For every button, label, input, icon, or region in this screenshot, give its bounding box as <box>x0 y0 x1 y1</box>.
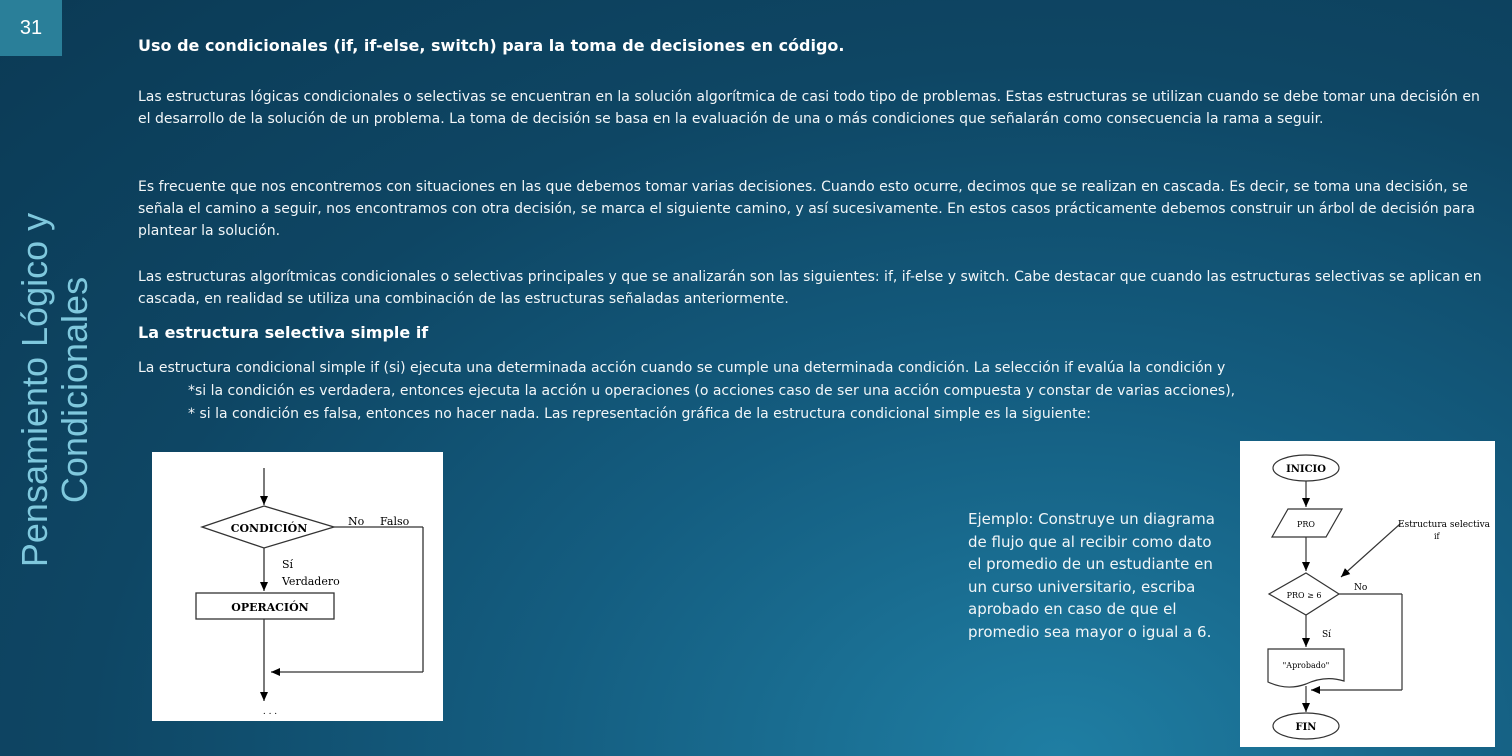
si-label: Sí <box>282 558 294 571</box>
no-label: No <box>1354 583 1368 593</box>
paragraph-simple-if: La estructura condicional simple if (si) ejecuta una determinada acción cuando se cumple una determinada condición. La selección if evalúa la condición y <box>138 360 1226 376</box>
paragraph-structures: Las estructuras algorítmicas condicionales o selectivas principales y que se analizarán son las siguientes: if, if-else y switch. Cabe destacar que cuando las estructuras selectivas se aplican en cascada, en realidad se utiliza una combinación de las estructuras señaladas anteriormente. <box>138 269 1482 307</box>
output-label: "Aprobado" <box>1282 661 1330 670</box>
vertical-title-line2: Condicionales <box>54 276 95 504</box>
section-heading: La estructura selectiva simple if <box>138 323 429 342</box>
bullet-true: *si la condición es verdadera, entonces ejecuta la acción u operaciones (o acciones caso de ser una acción compuesta y constar de varias acciones), <box>188 383 1236 399</box>
page-number: 31 <box>0 0 62 56</box>
condition-label: PRO ≥ 6 <box>1286 591 1322 600</box>
flowchart-example <box>1240 441 1495 747</box>
example-text: Ejemplo: Construye un diagrama de flujo que al recibir como dato el promedio de un estudiante en un curso universitario, escriba aprobado en caso de que el promedio sea mayor o igual a 6. <box>968 510 1215 641</box>
vertical-title-line1: Pensamiento Lógico y <box>14 212 55 568</box>
condition-label: CONDICIÓN <box>230 522 308 535</box>
start-label: INICIO <box>1286 464 1326 475</box>
annotation-line1: Estructura selectiva <box>1398 520 1491 530</box>
operation-label: OPERACIÓN <box>231 601 309 614</box>
ellipsis-label: . . . <box>262 707 278 717</box>
no-label: No <box>348 515 365 528</box>
bullet-false: * si la condición es falsa, entonces no hacer nada. Las representación gráfica de la estructura condicional simple es la siguiente: <box>188 406 1091 422</box>
paragraph-intro: Las estructuras lógicas condicionales o selectivas se encuentran en la solución algorítmica de casi todo tipo de problemas. Estas estructuras se utilizan cuando se debe tomar una decisión en el desarrollo de la solución de un problema. La toma de decisión se basa en la evaluación de una o más condiciones que señalarán como consecuencia la rama a seguir. <box>138 89 1480 127</box>
end-label: FIN <box>1295 722 1317 733</box>
paragraph-cascade: Es frecuente que nos encontremos con situaciones en las que debemos tomar varias decisiones. Cuando esto ocurre, decimos que se realizan en cascada. Es decir, se toma una decisión, se señala el camino a seguir, nos encontramos con otra decisión, se marca el siguiente camino, y así sucesivamente. En estos casos prácticamente debemos construir un árbol de decisión para plantear la solución. <box>138 179 1475 239</box>
si-label: Sí <box>1322 630 1332 640</box>
annotation-line2: if <box>1434 532 1440 541</box>
verdadero-label: Verdadero <box>282 575 340 588</box>
vertical-title <box>0 180 110 600</box>
flowchart-simple-if <box>152 452 443 721</box>
page-heading: Uso de condicionales (if, if-else, switch) para la toma de decisiones en código. <box>138 36 845 55</box>
falso-label: Falso <box>380 515 410 528</box>
annotation-pointer <box>1341 524 1400 577</box>
input-label: PRO <box>1297 520 1315 529</box>
